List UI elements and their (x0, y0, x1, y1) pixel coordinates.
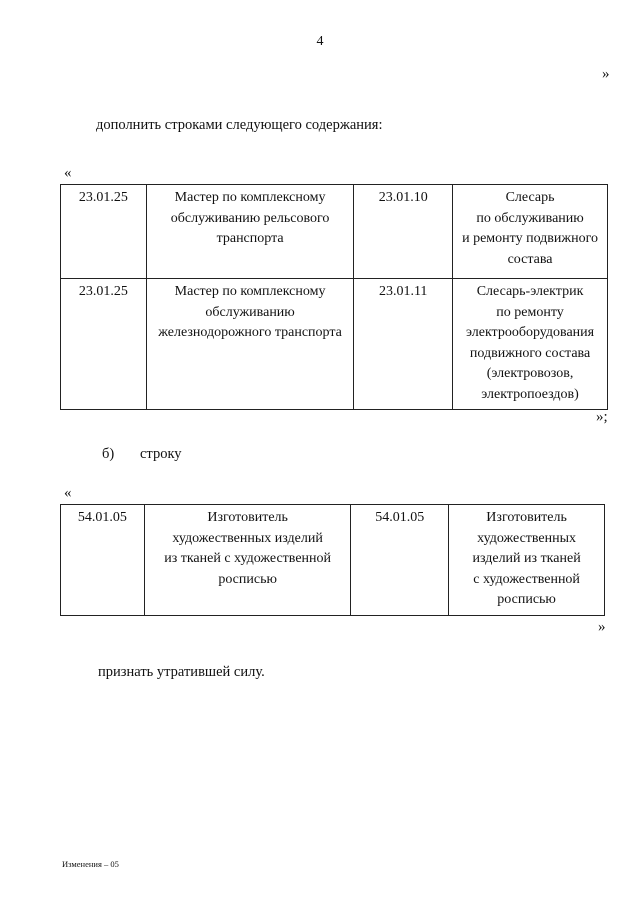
code-cell: 23.01.25 (61, 185, 147, 279)
name-line: обслуживанию рельсового (170, 210, 330, 226)
name-line: Мастер по комплексному (174, 284, 326, 299)
name-line: Изготовитель (486, 510, 567, 525)
codes-table-1 (60, 184, 608, 410)
page-number: 4 (316, 34, 324, 49)
name-line: электропоездов) (481, 386, 579, 402)
name-cell (144, 505, 351, 616)
name-line: Слесарь-электрик (476, 284, 584, 299)
conclusion-paragraph: признать утратившей силу. (98, 664, 265, 680)
opening-quote-table1: « (64, 165, 72, 181)
name-line: с художественной (473, 571, 580, 587)
name-line: по обслуживанию (476, 210, 584, 226)
name-line: изделий из тканей (472, 551, 581, 566)
codes-table-2 (60, 504, 605, 616)
name-line: художественных изделий (172, 530, 323, 546)
item-b-number: б) (102, 446, 115, 462)
name-line: художественных (477, 530, 577, 546)
name-line: транспорта (216, 231, 284, 246)
name-cell (449, 505, 605, 616)
code-cell: 23.01.11 (354, 279, 453, 410)
name-cell (146, 185, 354, 279)
name-line: из тканей с художественной (164, 551, 332, 566)
name-line: росписью (218, 571, 277, 587)
table-row (61, 505, 605, 616)
name-cell (453, 185, 608, 279)
name-line: росписью (497, 592, 556, 607)
name-line: Изготовитель (207, 510, 288, 525)
closing-quote-top: » (602, 66, 610, 82)
closing-quote-table2: » (598, 619, 606, 635)
footer-revision: Изменения – 05 (62, 859, 119, 869)
name-line: железнодорожного транспорта (158, 325, 342, 340)
closing-quote-table1: »; (596, 409, 608, 425)
code-cell: 23.01.10 (354, 185, 453, 279)
name-line: по ремонту (496, 304, 564, 320)
table-row (61, 279, 608, 410)
name-line: (электровозов, (486, 366, 574, 381)
name-line: электрооборудования (465, 325, 595, 340)
name-line: обслуживанию (205, 304, 295, 320)
name-line: подвижного состава (469, 345, 591, 361)
name-cell (453, 279, 608, 410)
name-line: и ремонту подвижного (462, 231, 598, 246)
code-cell: 54.01.05 (61, 505, 145, 616)
code-cell: 54.01.05 (351, 505, 449, 616)
name-line: Мастер по комплексному (174, 190, 326, 205)
name-line: состава (507, 251, 553, 267)
code-cell: 23.01.25 (61, 279, 147, 410)
name-line: Слесарь (505, 190, 555, 205)
opening-quote-table2: « (64, 485, 72, 501)
item-b-text: строку (140, 446, 182, 462)
table-row (61, 185, 608, 279)
name-cell (146, 279, 354, 410)
intro-paragraph: дополнить строками следующего содержания: (96, 117, 383, 133)
